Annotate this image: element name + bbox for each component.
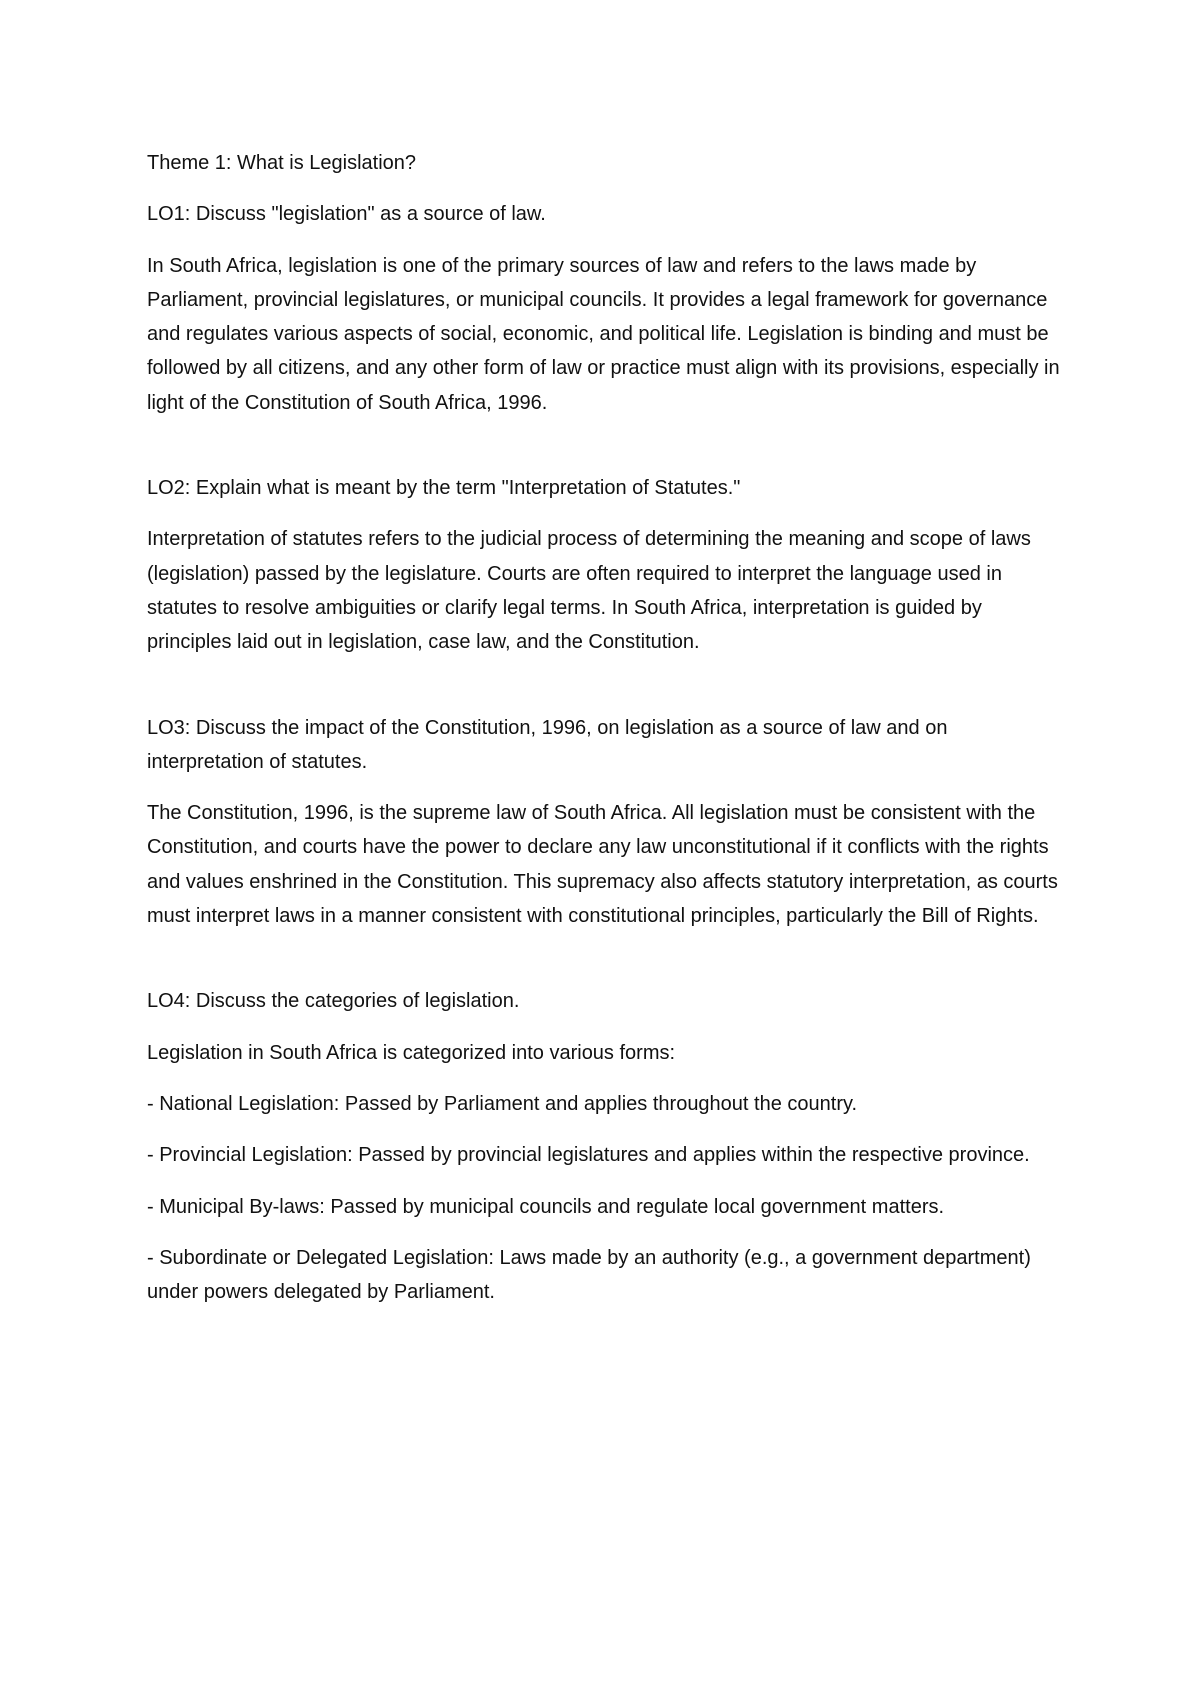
lo3-body: The Constitution, 1996, is the supreme law of South Africa. All legislation must be consistent with the Constitution, and courts have the power to declare any law unconstitutional if it conflicts with the rights and values enshrined in the Constitution. This supremacy also affects statutory interpretation, as courts must interpret laws in a manner consistent with constitutional principles, particularly the Bill of Rights. — [147, 802, 1058, 928]
list-item: - Municipal By-laws: Passed by municipal councils and regulate local government matters. — [147, 1195, 945, 1218]
lo2-heading: LO2: Explain what is meant by the term "Interpretation of Statutes." — [147, 477, 741, 500]
section-gap — [147, 437, 1060, 471]
lo1-heading: LO1: Discuss "legislation" as a source of law. — [147, 203, 546, 226]
lo3-heading: LO3: Discuss the impact of the Constitution, 1996, on legislation as a source of law and on interpretation of statutes. — [147, 716, 948, 773]
lo4-body: Legislation in South Africa is categorized into various forms: — [147, 1041, 676, 1064]
section-gap — [147, 677, 1060, 711]
list-item: - Subordinate or Delegated Legislation: Laws made by an authority (e.g., a government department) under powers delegated by Parliament. — [147, 1246, 1031, 1304]
theme-title: Theme 1: What is Legislation? — [147, 152, 417, 174]
list-item: - National Legislation: Passed by Parliament and applies throughout the country. — [147, 1092, 858, 1115]
lo4-heading: LO4: Discuss the categories of legislation. — [147, 990, 520, 1013]
lo2-body: Interpretation of statutes refers to the judicial process of determining the meaning and scope of laws (legislation) passed by the legislature. Courts are often required to interpret the language used in statutes to resolve ambiguities or clarify legal terms. In South Africa, interpretation is guided by principles laid out in legislation, case law, and the Constitution. — [147, 528, 1031, 654]
lo1-body: In South Africa, legislation is one of the primary sources of law and refers to the laws made by Parliament, provincial legislatures, or municipal councils. It provides a legal framework for governance and regulates various aspects of social, economic, and political life. Legislation is binding and must be followed by all citizens, and any other form of law or practice must align with its provisions, especially in light of the Constitution of South Africa, 1996. — [147, 254, 1060, 414]
section-gap — [147, 950, 1060, 984]
list-item: - Provincial Legislation: Passed by provincial legislatures and applies within the respective province. — [147, 1144, 1030, 1167]
legislation-categories-list — [147, 1087, 1060, 1309]
